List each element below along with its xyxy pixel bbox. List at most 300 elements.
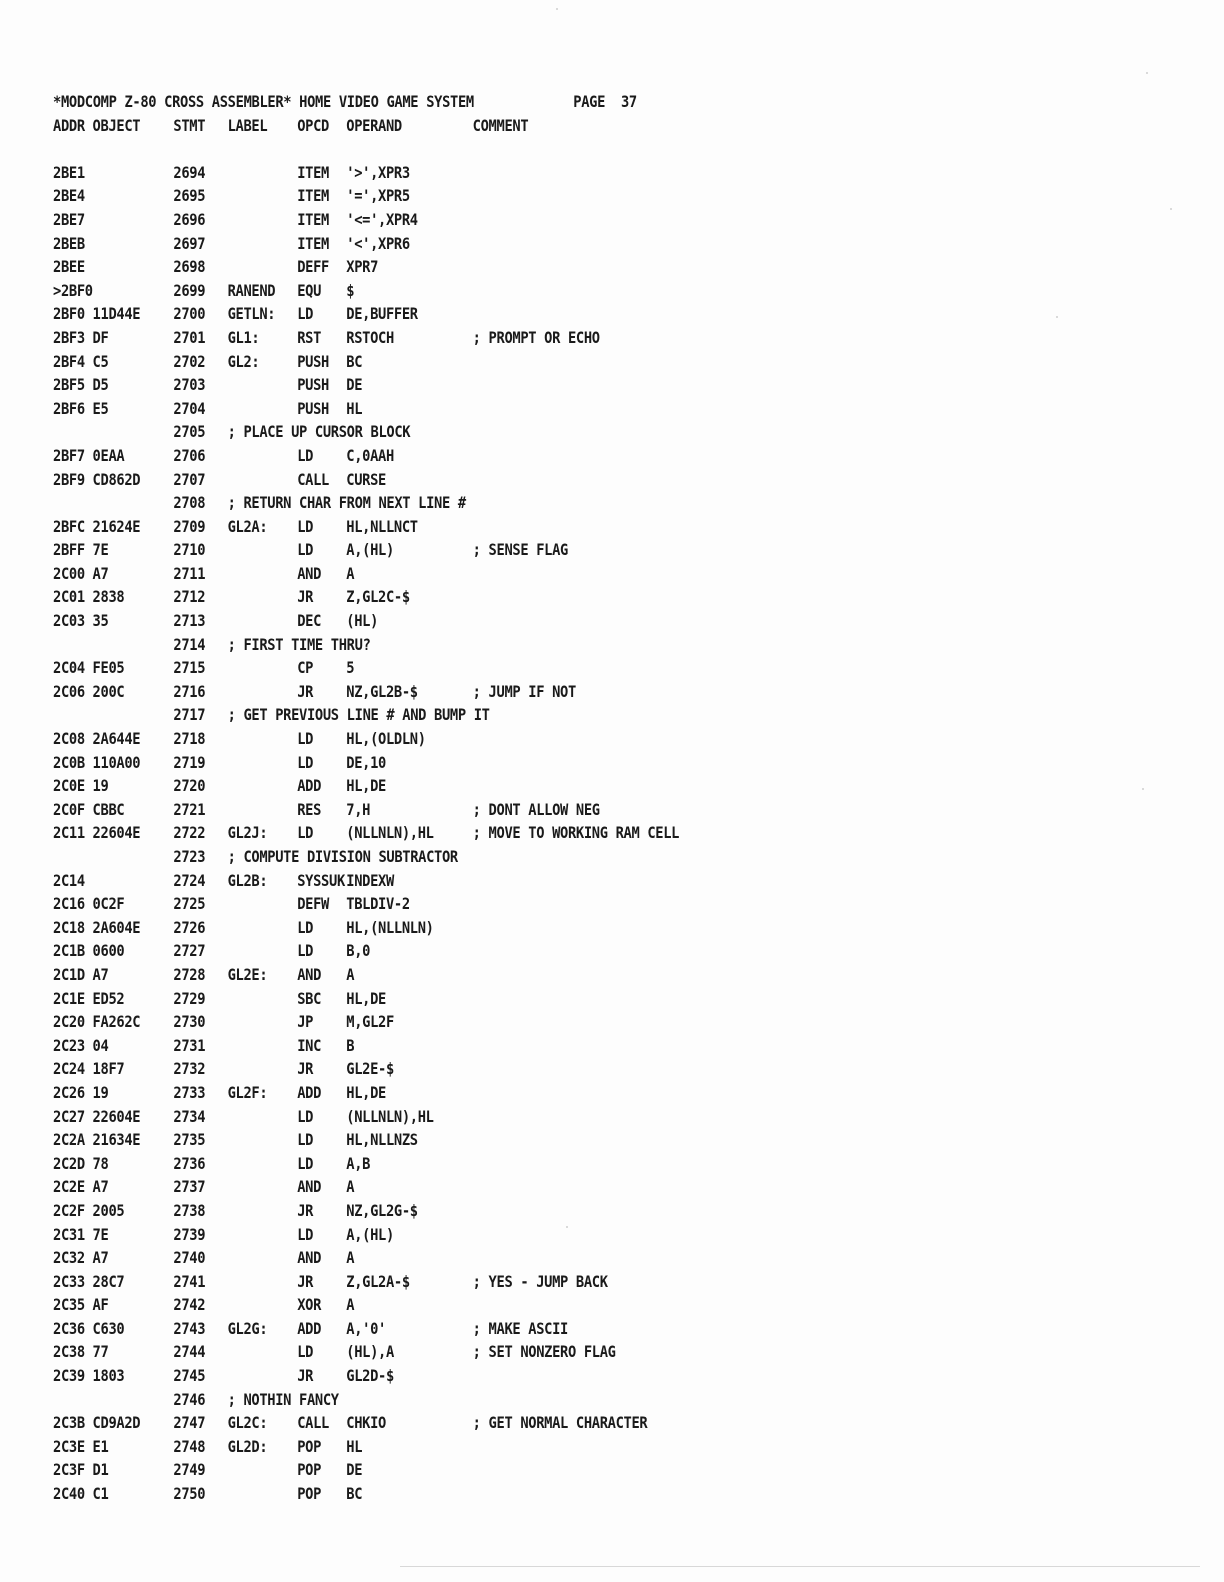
opcode-cell: LD: [297, 941, 314, 961]
stmt-number-cell: 2697: [173, 233, 206, 253]
opcode-cell: LD: [297, 1106, 314, 1126]
opcode-cell: LD: [297, 752, 314, 772]
stmt-number-cell: 2698: [173, 257, 206, 277]
operand-cell: CHKIO: [346, 1413, 386, 1433]
operand-cell: HL: [346, 398, 363, 418]
listing-line: [53, 1152, 371, 1176]
listing-line: [53, 350, 363, 374]
page-number-block: [573, 90, 637, 114]
opcode-cell: CP: [297, 658, 314, 678]
listing-line: [53, 302, 418, 326]
stmt-number-cell: 2718: [173, 729, 206, 749]
listing-line: [53, 1411, 648, 1435]
stmt-number-cell: 2750: [173, 1484, 206, 1504]
addr-cell: 2C27: [53, 1106, 85, 1126]
addr-cell: 2BF5: [53, 375, 85, 395]
operand-cell: A,B: [346, 1153, 371, 1173]
object-code-cell: A7: [92, 1248, 109, 1268]
operand-cell: A,(HL): [346, 540, 394, 560]
object-code-cell: ED52: [92, 988, 125, 1008]
listing-line: [53, 538, 568, 562]
listing-line: [53, 562, 355, 586]
label-cell: GL2D:: [227, 1436, 268, 1456]
operand-cell: HL,NLLNCT: [346, 516, 418, 536]
listing-line: [53, 1175, 355, 1199]
stmt-number-cell: 2724: [173, 870, 206, 890]
opcode-cell: AND: [297, 1177, 322, 1197]
operand-cell: NZ,GL2B-$: [346, 681, 418, 701]
operand-cell: '>',XPR3: [346, 162, 410, 182]
opcode-cell: DEFW: [297, 894, 330, 914]
object-code-cell: 04: [92, 1035, 109, 1055]
page-label: PAGE: [573, 92, 606, 111]
stmt-number-cell: 2727: [173, 941, 206, 961]
listing-line: [53, 1293, 355, 1317]
object-code-cell: C630: [92, 1318, 125, 1338]
label-cell: GETLN:: [227, 304, 276, 324]
operand-cell: GL2E-$: [346, 1059, 394, 1079]
operand-cell: $: [346, 280, 355, 300]
stmt-number-cell: 2714: [173, 634, 206, 654]
operand-cell: DE,BUFFER: [346, 304, 418, 324]
opcode-cell: DEFF: [297, 257, 330, 277]
remark-cell: ; RETURN CHAR FROM NEXT LINE #: [227, 493, 466, 513]
opcode-cell: AND: [297, 563, 322, 583]
label-cell: GL2A:: [227, 516, 268, 536]
label-cell: GL1:: [227, 327, 260, 347]
listing-line: [53, 1199, 418, 1223]
listing-line: [53, 1223, 394, 1247]
listing-line: [53, 255, 379, 279]
addr-cell: 2C18: [53, 917, 85, 937]
stmt-number-cell: 2702: [173, 351, 206, 371]
comment-cell: ; MAKE ASCII: [472, 1318, 568, 1338]
addr-cell: 2C1D: [53, 964, 85, 984]
remark-cell: ; COMPUTE DIVISION SUBTRACTOR: [227, 847, 458, 866]
column-headers: [53, 114, 529, 138]
object-code-cell: 110A00: [92, 752, 141, 772]
opcode-cell: ADD: [297, 1318, 322, 1338]
operand-cell: DE: [346, 375, 363, 395]
opcode-cell: ITEM: [297, 162, 330, 182]
scan-speck: [1056, 316, 1058, 318]
operand-cell: (HL): [346, 611, 379, 631]
addr-cell: 2C2F: [53, 1200, 85, 1220]
column-header-stmt: STMT: [173, 115, 206, 135]
column-header-operand: OPERAND: [346, 115, 402, 135]
stmt-number-cell: 2700: [173, 304, 206, 324]
addr-cell: 2C1E: [53, 988, 85, 1008]
operand-cell: (NLLNLN),HL: [346, 823, 434, 843]
addr-cell: 2BE4: [53, 186, 85, 206]
opcode-cell: JR: [297, 681, 314, 701]
opcode-cell: ADD: [297, 1082, 322, 1102]
opcode-cell: LD: [297, 304, 314, 324]
stmt-number-cell: 2722: [173, 823, 206, 843]
addr-cell: 2BE7: [53, 209, 85, 229]
stmt-number-cell: 2704: [173, 398, 206, 418]
opcode-cell: LD: [297, 1342, 314, 1362]
listing-line: [53, 1105, 434, 1129]
object-code-cell: 22604E: [92, 823, 141, 843]
stmt-number-cell: 2747: [173, 1413, 206, 1433]
stmt-number-cell: 2733: [173, 1082, 206, 1102]
stmt-number-cell: 2742: [173, 1295, 206, 1315]
opcode-cell: ITEM: [297, 233, 330, 253]
column-header-opcd: OPCD: [297, 115, 330, 135]
opcode-cell: JR: [297, 1271, 314, 1291]
listing-line: [53, 869, 394, 893]
stmt-number-cell: 2717: [173, 705, 206, 725]
remark-cell: ; NOTHIN FANCY: [227, 1389, 339, 1409]
stmt-number-cell: 2734: [173, 1106, 206, 1126]
addr-cell: 2C40: [53, 1484, 85, 1504]
opcode-cell: LD: [297, 1224, 314, 1244]
stmt-number-cell: 2703: [173, 375, 206, 395]
opcode-cell: XOR: [297, 1295, 322, 1315]
addr-cell: 2BF6: [53, 398, 85, 418]
stmt-number-cell: 2736: [173, 1153, 206, 1173]
listing-line: [53, 208, 418, 232]
object-code-cell: C1: [92, 1484, 109, 1504]
operand-cell: TBLDIV-2: [346, 894, 410, 914]
object-code-cell: 0600: [92, 941, 125, 961]
operand-cell: HL,NLLNZS: [346, 1130, 418, 1150]
scan-speck: [566, 1226, 568, 1228]
listing-line: [53, 184, 410, 208]
listing-line: [53, 1246, 355, 1270]
opcode-cell: DEC: [297, 611, 322, 631]
opcode-cell: LD: [297, 516, 314, 536]
addr-cell: 2BF3: [53, 327, 85, 347]
label-cell: GL2C:: [227, 1413, 268, 1433]
opcode-cell: EQU: [297, 280, 322, 300]
operand-cell: B,0: [346, 941, 371, 961]
addr-cell: 2C01: [53, 587, 85, 607]
addr-cell: 2C36: [53, 1318, 85, 1338]
opcode-cell: AND: [297, 1248, 322, 1268]
operand-cell: DE: [346, 1460, 363, 1480]
opcode-cell: AND: [297, 964, 322, 984]
addr-cell: 2C2E: [53, 1177, 85, 1197]
stmt-number-cell: 2705: [173, 422, 206, 442]
opcode-cell: LD: [297, 823, 314, 843]
label-cell: GL2E:: [227, 964, 268, 984]
scan-speck: [1142, 788, 1144, 790]
remark-cell: ; GET PREVIOUS LINE # AND BUMP IT: [227, 705, 490, 725]
object-code-cell: C5: [92, 351, 109, 371]
stmt-number-cell: 2719: [173, 752, 206, 772]
stmt-number-cell: 2743: [173, 1318, 206, 1338]
stmt-number-cell: 2720: [173, 776, 206, 796]
opcode-cell: LD: [297, 729, 314, 749]
stmt-number-cell: 2713: [173, 611, 206, 631]
addr-cell: 2C00: [53, 563, 85, 583]
operand-cell: HL,(OLDLN): [346, 729, 426, 749]
operand-cell: '<',XPR6: [346, 233, 410, 253]
comment-cell: ; JUMP IF NOT: [472, 681, 576, 701]
stmt-number-cell: 2730: [173, 1012, 206, 1032]
listing-line: [53, 798, 600, 822]
operand-cell: 5: [346, 658, 355, 678]
operand-cell: M,GL2F: [346, 1012, 394, 1032]
comment-cell: ; PROMPT OR ECHO: [472, 327, 600, 347]
operand-cell: BC: [346, 351, 363, 371]
object-code-cell: 19: [92, 776, 109, 796]
stmt-number-cell: 2723: [173, 847, 206, 866]
comment-cell: ; GET NORMAL CHARACTER: [472, 1413, 648, 1433]
operand-cell: (HL),A: [346, 1342, 394, 1362]
addr-cell: 2C38: [53, 1342, 85, 1362]
object-code-cell: 18F7: [92, 1059, 125, 1079]
comment-cell: ; SET NONZERO FLAG: [472, 1342, 616, 1362]
object-code-cell: A7: [92, 1177, 109, 1197]
object-code-cell: 0EAA: [92, 445, 125, 465]
listing-remark-line: [53, 1388, 339, 1412]
stmt-number-cell: 2737: [173, 1177, 206, 1197]
object-code-cell: 2005: [92, 1200, 125, 1220]
operand-cell: CURSE: [346, 469, 386, 489]
listing-line: [53, 774, 386, 798]
object-code-cell: AF: [92, 1295, 109, 1315]
addr-cell: 2C35: [53, 1295, 85, 1315]
stmt-number-cell: 2711: [173, 563, 206, 583]
bottom-scan-line: [400, 1566, 1200, 1567]
comment-cell: ; YES - JUMP BACK: [472, 1271, 608, 1291]
operand-cell: HL,DE: [346, 988, 386, 1008]
addr-cell: 2BE1: [53, 162, 85, 182]
listing-line: [53, 585, 410, 609]
opcode-cell: JR: [297, 1366, 314, 1386]
stmt-number-cell: 2748: [173, 1436, 206, 1456]
page-title: *MODCOMP Z-80 CROSS ASSEMBLER* HOME VIDEO GAME SYSTEM: [53, 92, 474, 111]
listing-remark-line: [53, 633, 371, 657]
addr-cell: 2C2A: [53, 1130, 85, 1150]
addr-cell: 2C3F: [53, 1460, 85, 1480]
stmt-number-cell: 2699: [173, 280, 206, 300]
addr-cell: 2C1B: [53, 941, 85, 961]
stmt-number-cell: 2740: [173, 1248, 206, 1268]
operand-cell: A,'0': [346, 1318, 386, 1338]
addr-cell: 2C03: [53, 611, 85, 631]
addr-cell: 2BF7: [53, 445, 85, 465]
operand-cell: 7,H: [346, 799, 371, 819]
opcode-cell: LD: [297, 540, 314, 560]
listing-remark-line: [53, 703, 490, 727]
stmt-number-cell: 2726: [173, 917, 206, 937]
opcode-cell: CALL: [297, 1413, 330, 1433]
assembler-listing: [53, 90, 680, 1506]
opcode-cell: JR: [297, 1200, 314, 1220]
listing-line: [53, 468, 386, 492]
scan-speck: [1170, 208, 1172, 210]
opcode-cell: POP: [297, 1484, 322, 1504]
object-code-cell: CD862D: [92, 469, 141, 489]
column-header-label: LABEL: [227, 115, 268, 135]
opcode-cell: PUSH: [297, 351, 330, 371]
object-code-cell: 28C7: [92, 1271, 125, 1291]
object-code-cell: 7E: [92, 540, 109, 560]
listing-line: [53, 1317, 568, 1341]
listing-line: [53, 939, 371, 963]
listing-line: [53, 987, 386, 1011]
operand-cell: B: [346, 1035, 355, 1055]
addr-cell: 2C20: [53, 1012, 85, 1032]
addr-cell: 2C2D: [53, 1153, 85, 1173]
addr-cell: 2C08: [53, 729, 85, 749]
opcode-cell: ITEM: [297, 186, 330, 206]
stmt-number-cell: 2694: [173, 162, 206, 182]
addr-cell: 2C06: [53, 681, 85, 701]
object-code-cell: 0C2F: [92, 894, 125, 914]
object-code-cell: A7: [92, 964, 109, 984]
object-code-cell: 35: [92, 611, 109, 631]
listing-line: [53, 232, 410, 256]
listing-rows: [53, 161, 680, 1506]
object-code-cell: 2A604E: [92, 917, 141, 937]
stmt-number-cell: 2712: [173, 587, 206, 607]
stmt-number-cell: 2725: [173, 894, 206, 914]
opcode-cell: SYSSUK: [297, 870, 345, 890]
object-code-cell: FA262C: [92, 1012, 141, 1032]
operand-cell: GL2D-$: [346, 1366, 394, 1386]
stmt-number-cell: 2732: [173, 1059, 206, 1079]
stmt-number-cell: 2721: [173, 799, 206, 819]
opcode-cell: POP: [297, 1436, 322, 1456]
stmt-number-cell: 2738: [173, 1200, 206, 1220]
label-cell: GL2F:: [227, 1082, 268, 1102]
opcode-cell: PUSH: [297, 375, 330, 395]
operand-cell: A: [346, 1295, 355, 1315]
object-code-cell: 200C: [92, 681, 125, 701]
addr-cell: 2BEE: [53, 257, 85, 277]
opcode-cell: LD: [297, 917, 314, 937]
addr-cell: 2C24: [53, 1059, 85, 1079]
stmt-number-cell: 2709: [173, 516, 206, 536]
listing-line: [53, 1010, 394, 1034]
listing-line: [53, 751, 386, 775]
operand-cell: RSTOCH: [346, 327, 394, 347]
opcode-cell: ITEM: [297, 209, 330, 229]
object-code-cell: 7E: [92, 1224, 109, 1244]
addr-cell: 2BFC: [53, 516, 85, 536]
operand-cell: XPR7: [346, 257, 379, 277]
opcode-cell: INC: [297, 1035, 322, 1055]
listing-line: [53, 444, 394, 468]
operand-cell: C,0AAH: [346, 445, 394, 465]
opcode-cell: LD: [297, 1130, 314, 1150]
stmt-number-cell: 2708: [173, 493, 206, 513]
opcode-cell: POP: [297, 1460, 322, 1480]
operand-cell: HL,(NLLNLN): [346, 917, 434, 937]
opcode-cell: JR: [297, 1059, 314, 1079]
opcode-cell: LD: [297, 445, 314, 465]
operand-cell: A: [346, 563, 355, 583]
stmt-number-cell: 2741: [173, 1271, 206, 1291]
listing-header: [53, 90, 637, 114]
addr-cell: 2BF4: [53, 351, 85, 371]
object-code-cell: CBBC: [92, 799, 125, 819]
scan-speck: [1146, 72, 1148, 74]
listing-line: [53, 279, 355, 303]
object-code-cell: E1: [92, 1436, 109, 1456]
stmt-number-cell: 2746: [173, 1389, 206, 1409]
opcode-cell: SBC: [297, 988, 322, 1008]
listing-line: [53, 656, 355, 680]
object-code-cell: A7: [92, 563, 109, 583]
listing-line: [53, 1128, 418, 1152]
object-code-cell: D5: [92, 375, 109, 395]
addr-cell: 2C23: [53, 1035, 85, 1055]
stmt-number-cell: 2707: [173, 469, 206, 489]
stmt-number-cell: 2696: [173, 209, 206, 229]
listing-line: [53, 397, 363, 421]
object-code-cell: 2838: [92, 587, 125, 607]
addr-cell: 2C14: [53, 870, 85, 890]
label-cell: GL2B:: [227, 870, 268, 890]
opcode-cell: LD: [297, 1153, 314, 1173]
addr-cell: 2BF9: [53, 469, 85, 489]
listing-line: [53, 680, 576, 704]
remark-cell: ; PLACE UP CURSOR BLOCK: [227, 422, 411, 442]
comment-cell: ; SENSE FLAG: [472, 540, 568, 560]
label-cell: GL2:: [227, 351, 260, 371]
opcode-cell: CALL: [297, 469, 330, 489]
stmt-number-cell: 2716: [173, 681, 206, 701]
stmt-number-cell: 2729: [173, 988, 206, 1008]
label-cell: RANEND: [227, 280, 276, 300]
operand-cell: Z,GL2A-$: [346, 1271, 410, 1291]
listing-line: [53, 515, 418, 539]
opcode-cell: RES: [297, 799, 322, 819]
listing-line: [53, 1482, 363, 1506]
column-header-comment: COMMENT: [472, 115, 529, 135]
operand-cell: INDEXW: [346, 870, 394, 890]
operand-cell: '<=',XPR4: [346, 209, 418, 229]
operand-cell: HL,DE: [346, 776, 386, 796]
listing-line: [53, 1364, 394, 1388]
opcode-cell: JP: [297, 1012, 314, 1032]
addr-cell: 2BF0: [53, 304, 85, 324]
addr-cell: 2C11: [53, 823, 85, 843]
operand-cell: DE,10: [346, 752, 386, 772]
label-cell: GL2J:: [227, 823, 268, 843]
addr-cell: 2BFF: [53, 540, 85, 560]
operand-cell: A: [346, 964, 355, 984]
object-code-cell: 78: [92, 1153, 109, 1173]
operand-cell: HL: [346, 1436, 363, 1456]
listing-line: [53, 373, 363, 397]
object-code-cell: 22604E: [92, 1106, 141, 1126]
operand-cell: A: [346, 1248, 355, 1268]
operand-cell: (NLLNLN),HL: [346, 1106, 434, 1126]
listing-line: [53, 1081, 386, 1105]
stmt-number-cell: 2710: [173, 540, 206, 560]
object-code-cell: DF: [92, 327, 109, 347]
addr-cell: 2C0B: [53, 752, 85, 772]
object-code-cell: FE05: [92, 658, 125, 678]
listing-line: [53, 326, 600, 350]
page-number: 37: [620, 92, 637, 111]
listing-line: [53, 1057, 394, 1081]
addr-cell: 2C33: [53, 1271, 85, 1291]
addr-cell: 2C16: [53, 894, 85, 914]
stmt-number-cell: 2715: [173, 658, 206, 678]
comment-cell: ; DONT ALLOW NEG: [472, 799, 600, 819]
remark-cell: ; FIRST TIME THRU?: [227, 634, 371, 654]
addr-cell: 2C04: [53, 658, 85, 678]
object-code-cell: 21634E: [92, 1130, 141, 1150]
